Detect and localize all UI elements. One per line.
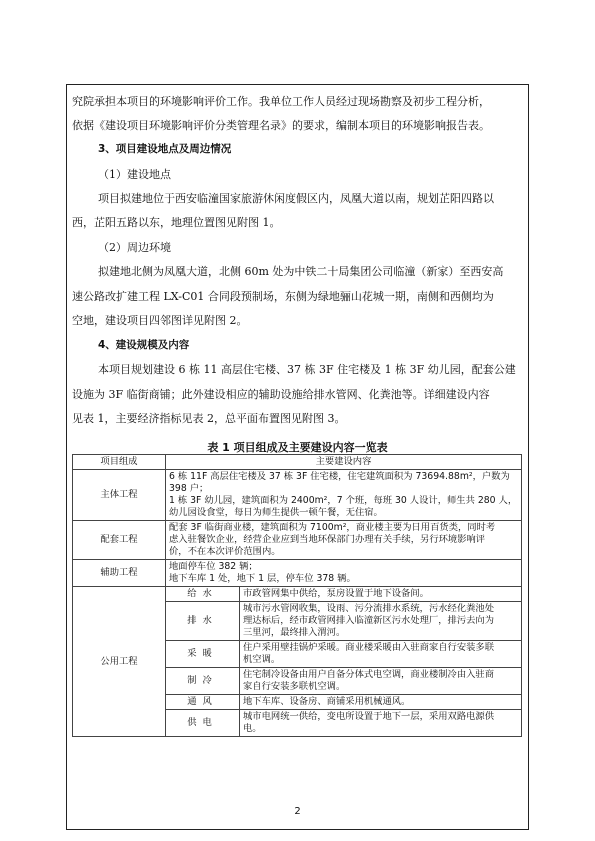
content-line: 虑入驻餐饮企业，经营企业应到当地环保部门办理有关手续，另行环境影响评 <box>169 534 486 545</box>
paragraph-line: 设施为 3F 临街商铺；此外建设相应的辅助设施给排水管网、化粪池等。详细建设内容 <box>72 388 490 401</box>
content-cell <box>240 668 522 695</box>
category-cell: 辅助工程 <box>73 560 166 587</box>
paragraph-line: 空地，建设项目四邻图详见附图 2。 <box>72 314 248 327</box>
paragraph-line: 速公路改扩建工程 LX-C01 合同段预制场，东侧为绿地骊山花城一期，南侧和西侧均为 <box>72 290 494 303</box>
paragraph-line: 见表 1，主要经济指标见表 2，总平面布置图见附图 3。 <box>72 412 346 425</box>
content-cell <box>240 602 522 641</box>
category-cell: 配套工程 <box>73 521 166 560</box>
content-line: 1 栋 3F 幼儿园，建筑面积为 2400m²，7 个班，每班 30 人设计，师生共 280 人， <box>169 495 518 506</box>
subcategory-cell: 供电 <box>166 710 240 737</box>
content-cell <box>166 560 522 587</box>
table-caption: 表 1 项目组成及主要建设内容一览表 <box>207 441 388 454</box>
content-cell: 市政管网集中供给，泵房设置于地下设备间。 <box>240 587 522 602</box>
table-header-row <box>73 455 522 470</box>
content-line: 地面停车位 382 辆； <box>169 561 258 572</box>
page-number: 2 <box>294 806 301 817</box>
content-line: 住户采用壁挂锅炉采暖。商业楼采暖由入驻商家自行安装多联 <box>243 642 495 653</box>
content-cell <box>166 521 522 560</box>
section-heading: 4、建设规模及内容 <box>98 339 190 351</box>
paragraph-line: 西，芷阳五路以东，地理位置图见附图 1。 <box>72 216 281 229</box>
table-row <box>73 470 522 521</box>
subcategory-cell: 采暖 <box>166 641 240 668</box>
subcategory-cell: 排水 <box>166 602 240 641</box>
subcategory-cell: 制冷 <box>166 668 240 695</box>
content-line: 地下车库 1 处，地下 1 层，停车位 378 辆。 <box>169 573 356 584</box>
content-line: 配套 3F 临街商业楼，建筑面积为 7100m²，商业楼主要为日用百货类，同时考 <box>169 522 496 533</box>
subcategory-cell: 给水 <box>166 587 240 602</box>
content-cell: 地下车库、设备房、商铺采用机械通风。 <box>240 695 522 710</box>
content-line: 6 栋 11F 高层住宅楼及 37 栋 3F 住宅楼，住宅建筑面积为 73694.88m²，户数为 <box>169 471 510 482</box>
table-row <box>73 521 522 560</box>
content-line: 城市电网统一供给，变电所设置于地下一层，采用双路电源供 <box>243 711 495 722</box>
table-row <box>73 587 522 602</box>
content-line: 住宅制冷设备由用户自备分体式电空调，商业楼制冷由入驻商 <box>243 669 495 680</box>
subsection-heading: （2）周边环境 <box>98 241 171 254</box>
content-line: 家自行安装多联机空调。 <box>243 681 346 692</box>
project-composition-table <box>72 454 522 737</box>
content-line: 理达标后，经市政管网排入临潼新区污水处理厂，排污去向为 <box>243 615 495 626</box>
section-heading: 3、项目建设地点及周边情况 <box>98 143 232 155</box>
table-row <box>73 560 522 587</box>
content-line: 幼儿园设食堂，每日为师生提供一顿午餐，无住宿。 <box>169 507 383 518</box>
content-cell <box>240 710 522 737</box>
content-cell <box>166 470 522 521</box>
paragraph-line: 依据《建设项目环境影响评价分类管理名录》的要求，编制本项目的环境影响报告表。 <box>72 119 490 132</box>
category-cell: 主体工程 <box>73 470 166 521</box>
subsection-heading: （1）建设地点 <box>98 168 171 181</box>
paragraph-line: 本项目规划建设 6 栋 11 高层住宅楼、37 栋 3F 住宅楼及 1 栋 3F 幼儿园，配套公建 <box>98 363 516 376</box>
content-line: 398 户； <box>169 483 209 494</box>
header-cell: 项目组成 <box>73 455 166 470</box>
header-cell: 主要建设内容 <box>166 455 522 470</box>
content-line: 价，不在本次评价范围内。 <box>169 546 281 557</box>
category-cell: 公用工程 <box>73 587 166 737</box>
paragraph-line: 拟建地北侧为凤凰大道，北侧 60m 处为中铁二十局集团公司临潼（新家）至西安高 <box>98 265 504 278</box>
paragraph-line: 究院承担本项目的环境影响评价工作。我单位工作人员经过现场勘察及初步工程分析， <box>72 95 490 108</box>
content-line: 三里河，最终排入渭河。 <box>243 627 346 638</box>
content-line: 城市污水管网收集，设雨、污分流排水系统，污水经化粪池处 <box>243 603 495 614</box>
subcategory-cell: 通风 <box>166 695 240 710</box>
content-cell <box>240 641 522 668</box>
content-line: 电。 <box>243 723 262 734</box>
paragraph-line: 项目拟建地位于西安临潼国家旅游休闲度假区内，凤凰大道以南，规划芷阳四路以 <box>98 192 494 205</box>
content-line: 机空调。 <box>243 654 281 665</box>
